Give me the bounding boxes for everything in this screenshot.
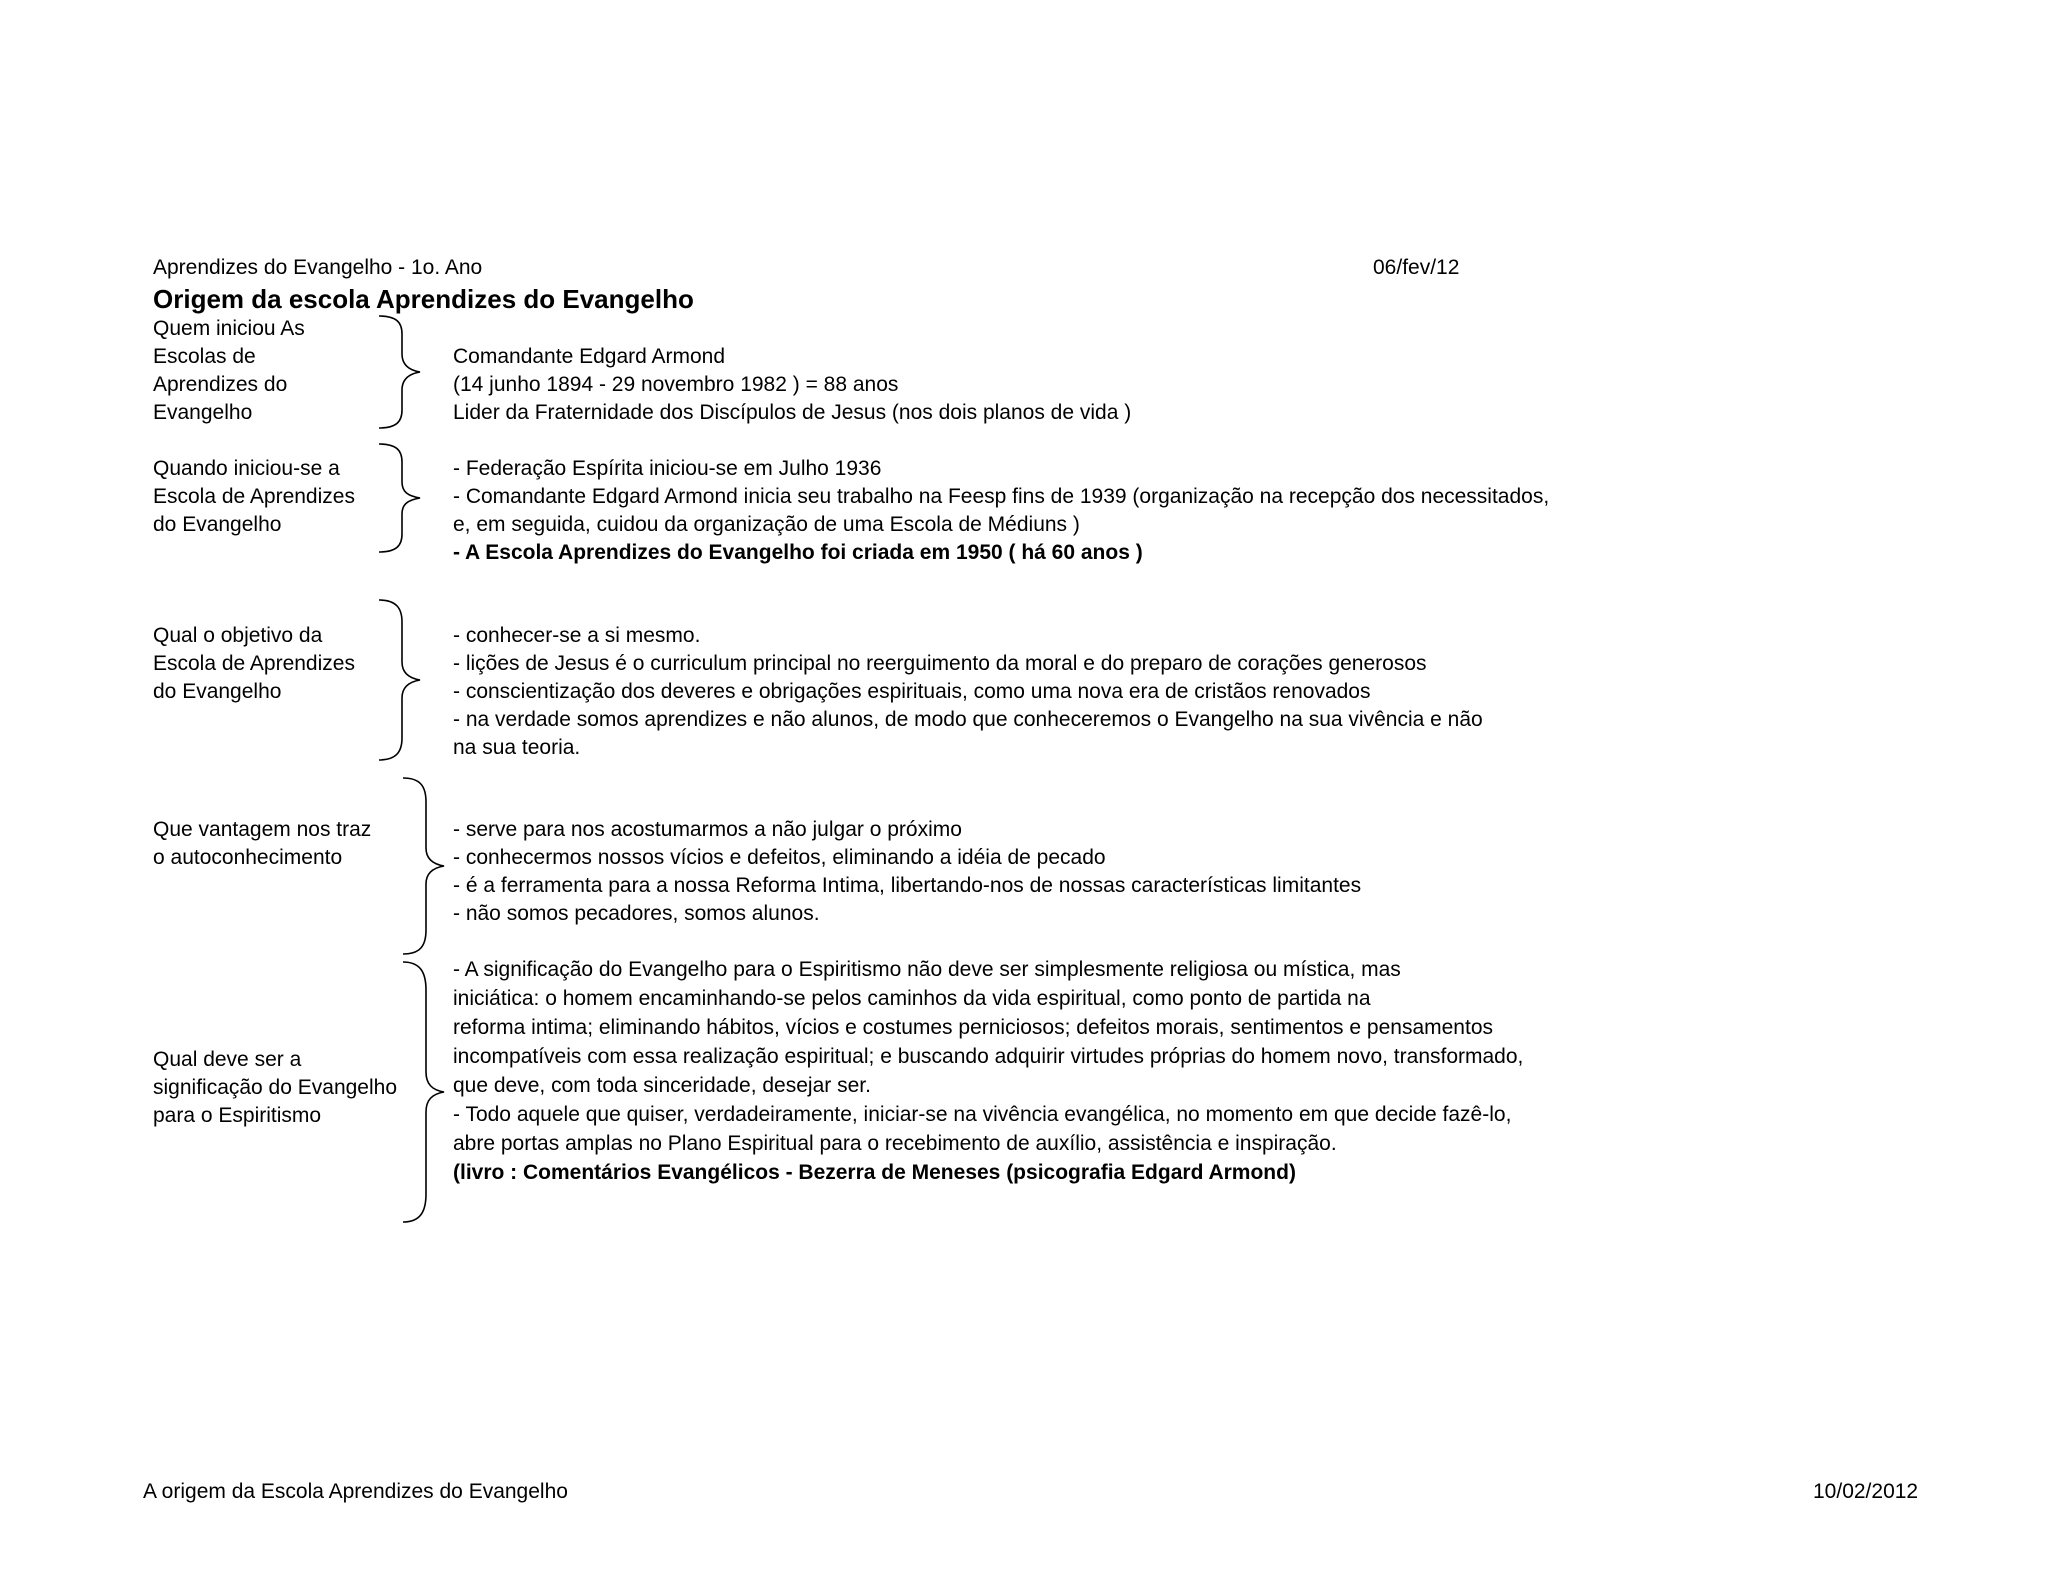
content-line: - conscientização dos deveres e obrigações espirituais, como uma nova era de cristãos renovados [453, 680, 1371, 703]
content-line: - não somos pecadores, somos alunos. [453, 902, 820, 925]
content-line: - Todo aquele que quiser, verdadeiramente, iniciar-se na vivência evangélica, no momento em que decide fazê-lo, [453, 1103, 1512, 1126]
label-line: Evangelho [153, 401, 253, 424]
section-2-label [153, 455, 355, 539]
label-line: significação do Evangelho [153, 1076, 398, 1099]
content-line: - Comandante Edgard Armond inicia seu trabalho na Feesp fins de 1939 (organização na recepção dos necessitados, [453, 485, 1550, 508]
label-line: Que vantagem nos traz [153, 818, 372, 841]
header-date: 06/fev/12 [1373, 256, 1460, 279]
section-4-content [453, 816, 1361, 928]
brace-icon [400, 774, 450, 960]
section-3-label [153, 622, 355, 706]
content-line: reforma intima; eliminando hábitos, vícios e costumes perniciosos; defeitos morais, sentimentos e pensamentos [453, 1016, 1493, 1039]
content-line: incompatíveis com essa realização espiritual; e buscando adquirir virtudes próprias do homem novo, transformado, [453, 1045, 1524, 1068]
content-line: abre portas amplas no Plano Espiritual para o recebimento de auxílio, assistência e inspiração. [453, 1132, 1337, 1155]
label-line: o autoconhecimento [153, 846, 343, 869]
label-line: para o Espiritismo [153, 1104, 322, 1127]
section-2-content [453, 455, 1549, 567]
content-line: - A significação do Evangelho para o Espiritismo não deve ser simplesmente religiosa ou mística, mas [453, 958, 1401, 981]
content-line-bold: (livro : Comentários Evangélicos - Bezerra de Meneses (psicografia Edgard Armond) [453, 1161, 1296, 1184]
section-5-label [153, 1046, 397, 1130]
label-line: Aprendizes do [153, 373, 288, 396]
content-line: iniciática: o homem encaminhando-se pelos caminhos da vida espiritual, como ponto de partida na [453, 987, 1371, 1010]
label-line: Escola de Aprendizes [153, 485, 355, 508]
brace-icon [376, 312, 426, 432]
label-line: Escola de Aprendizes [153, 652, 355, 675]
section-4-label [153, 816, 371, 872]
content-line: que deve, com toda sinceridade, desejar ser. [453, 1074, 871, 1097]
content-line: - lições de Jesus é o curriculum principal no reerguimento da moral e do preparo de corações generosos [453, 652, 1427, 675]
label-line: Quem iniciou As [153, 317, 305, 340]
brace-icon [376, 440, 426, 556]
section-1-content [453, 315, 1131, 427]
content-line: (14 junho 1894 - 29 novembro 1982 ) = 88 anos [453, 373, 899, 396]
content-line: e, em seguida, cuidou da organização de uma Escola de Médiuns ) [453, 513, 1080, 536]
brace-icon [376, 596, 426, 764]
label-line: Qual deve ser a [153, 1048, 302, 1071]
header-course-name: Aprendizes do Evangelho - 1o. Ano [153, 256, 483, 279]
content-line [453, 315, 1131, 343]
content-line: - Federação Espírita iniciou-se em Julho 1936 [453, 457, 882, 480]
footer-date: 10/02/2012 [1813, 1480, 1919, 1503]
content-line: Comandante Edgard Armond [453, 345, 726, 368]
footer-title: A origem da Escola Aprendizes do Evangelho [143, 1480, 568, 1503]
content-line: - serve para nos acostumarmos a não julgar o próximo [453, 818, 962, 841]
section-3-content [453, 622, 1483, 762]
label-line: do Evangelho [153, 513, 282, 536]
label-line: Quando iniciou-se a [153, 457, 340, 480]
content-line: - conhecer-se a si mesmo. [453, 624, 701, 647]
brace-icon [400, 958, 450, 1230]
content-line-bold: - A Escola Aprendizes do Evangelho foi criada em 1950 ( há 60 anos ) [453, 541, 1143, 564]
label-line: Escolas de [153, 345, 256, 368]
content-line: Lider da Fraternidade dos Discípulos de Jesus (nos dois planos de vida ) [453, 401, 1132, 424]
content-line: - conhecermos nossos vícios e defeitos, eliminando a idéia de pecado [453, 846, 1106, 869]
content-line: - na verdade somos aprendizes e não alunos, de modo que conheceremos o Evangelho na sua vivência e não [453, 708, 1483, 731]
section-1-label [153, 315, 305, 427]
label-line: Qual o objetivo da [153, 624, 323, 647]
content-line: - é a ferramenta para a nossa Reforma Intima, libertando-nos de nossas características limitantes [453, 874, 1362, 897]
content-line: na sua teoria. [453, 736, 581, 759]
section-5-content [453, 955, 1523, 1187]
label-line: do Evangelho [153, 680, 282, 703]
page-title: Origem da escola Aprendizes do Evangelho [153, 284, 694, 314]
